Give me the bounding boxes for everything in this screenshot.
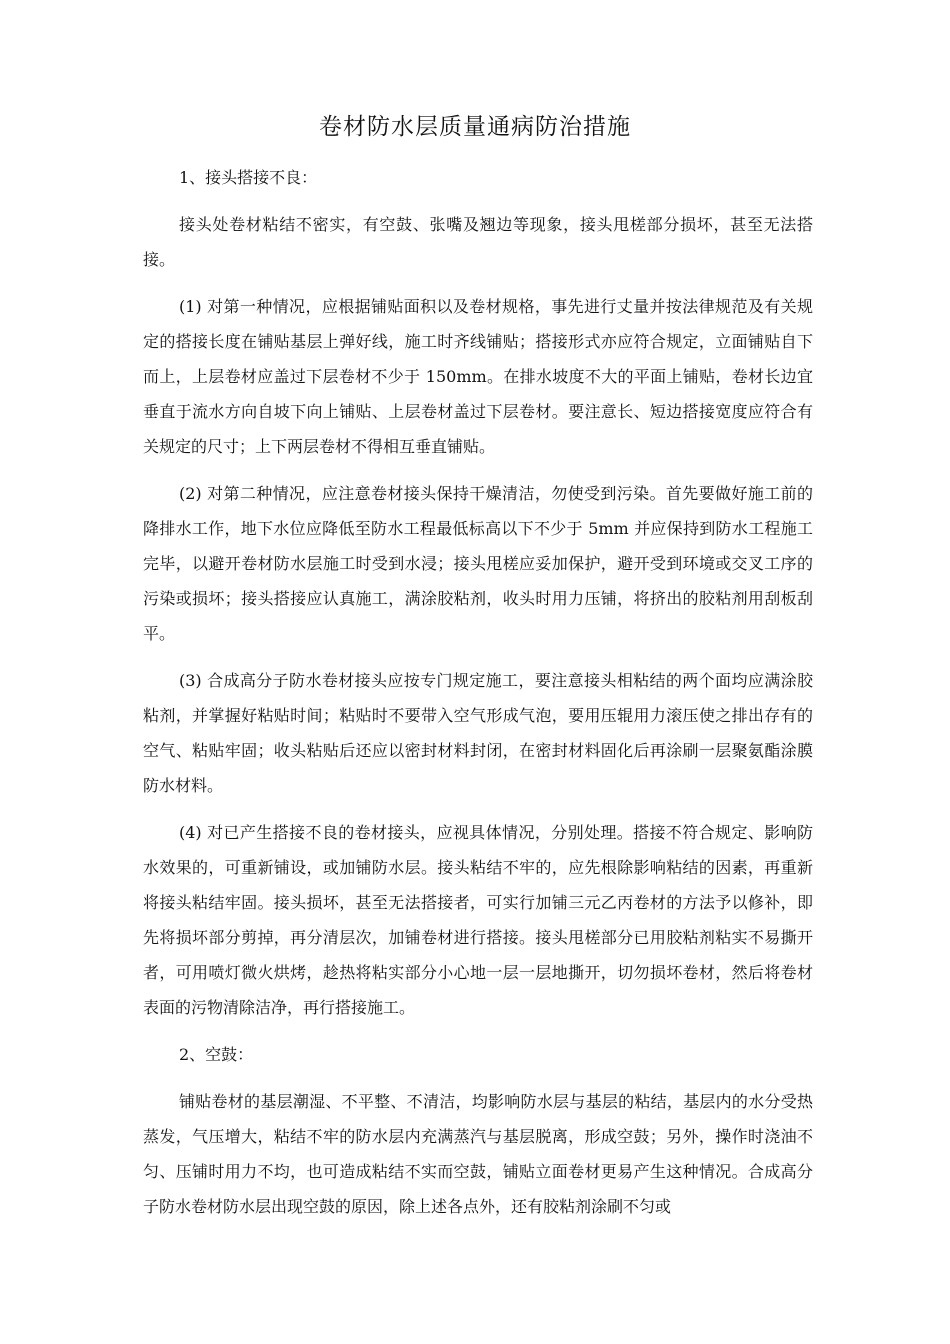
paragraph-measure-3: (3) 合成高分子防水卷材接头应按专门规定施工，要注意接头相粘结的两个面均应满涂胶粘剂，并掌握好粘贴时间；粘贴时不要带入空气形成气泡，要用压辊用力滚压使之排出存有的空气、粘贴牢固；收头粘贴后还应以密封材料封闭，在密封材料固化后再涂刷一层聚氨酯涂膜防水材料。 bbox=[143, 671, 813, 795]
paragraph-measure-1: (1) 对第一种情况，应根据铺贴面积以及卷材规格，事先进行丈量并按法律规范及有关规定的搭接长度在铺贴基层上弹好线，施工时齐线铺贴；搭接形式亦应符合规定，立面铺贴自下而上，上层卷材应盖过下层卷材不少于 150mm。在排水坡度不大的平面上铺贴，卷材长边宜垂直于流水方向自坡下向上铺贴、上层卷材盖过下层卷材。要注意长、短边搭接宽度应符合有关规定的尺寸；上下两层卷材不得相互垂直铺贴。 bbox=[143, 297, 813, 456]
document-title: 卷材防水层质量通病防治措施 bbox=[319, 114, 631, 140]
paragraph-hollowing-description: 铺贴卷材的基层潮湿、不平整、不清洁，均影响防水层与基层的粘结，基层内的水分受热蒸发，气压增大，粘结不牢的防水层内充满蒸汽与基层脱离，形成空鼓；另外，操作时浇油不匀、压铺时用力不均，也可造成粘结不实而空鼓，铺贴立面卷材更易产生这种情况。合成高分子防水卷材防水层出现空鼓的原因，除上述各点外，还有胶粘剂涂刷不匀或 bbox=[143, 1092, 813, 1216]
paragraph-measure-2: (2) 对第二种情况，应注意卷材接头保持干燥清洁，勿使受到污染。首先要做好施工前的降排水工作，地下水位应降低至防水工程最低标高以下不少于 5mm 并应保持到防水工程施工完毕，以避开卷材防水层施工时受到水浸；接头甩槎应妥加保护，避开受到环境或交叉工序的污染或损坏；接头搭接应认真施工，满涂胶粘剂，收头时用力压铺，将挤出的胶粘剂用刮板刮平。 bbox=[143, 484, 813, 643]
paragraph-measure-4: (4) 对已产生搭接不良的卷材接头，应视具体情况，分别处理。搭接不符合规定、影响防水效果的，可重新铺设，或加铺防水层。接头粘结不牢的，应先根除影响粘结的因素，再重新将接头粘结牢固。接头损坏，甚至无法搭接者，可实行加铺三元乙丙卷材的方法予以修补，即先将损坏部分剪掉，再分清层次，加铺卷材进行搭接。接头甩槎部分已用胶粘剂粘实不易撕开者，可用喷灯微火烘烤，趁热将粘实部分小心地一层一层地撕开，切勿损坏卷材，然后将卷材表面的污物清除洁净，再行搭接施工。 bbox=[143, 823, 813, 1017]
section-heading-joint: 1、接头搭接不良： bbox=[179, 168, 318, 187]
paragraph-joint-description: 接头处卷材粘结不密实，有空鼓、张嘴及翘边等现象，接头甩槎部分损坏，甚至无法搭接。 bbox=[143, 215, 813, 269]
section-heading-hollowing: 2、空鼓： bbox=[179, 1045, 254, 1064]
document-body bbox=[143, 160, 813, 1236]
